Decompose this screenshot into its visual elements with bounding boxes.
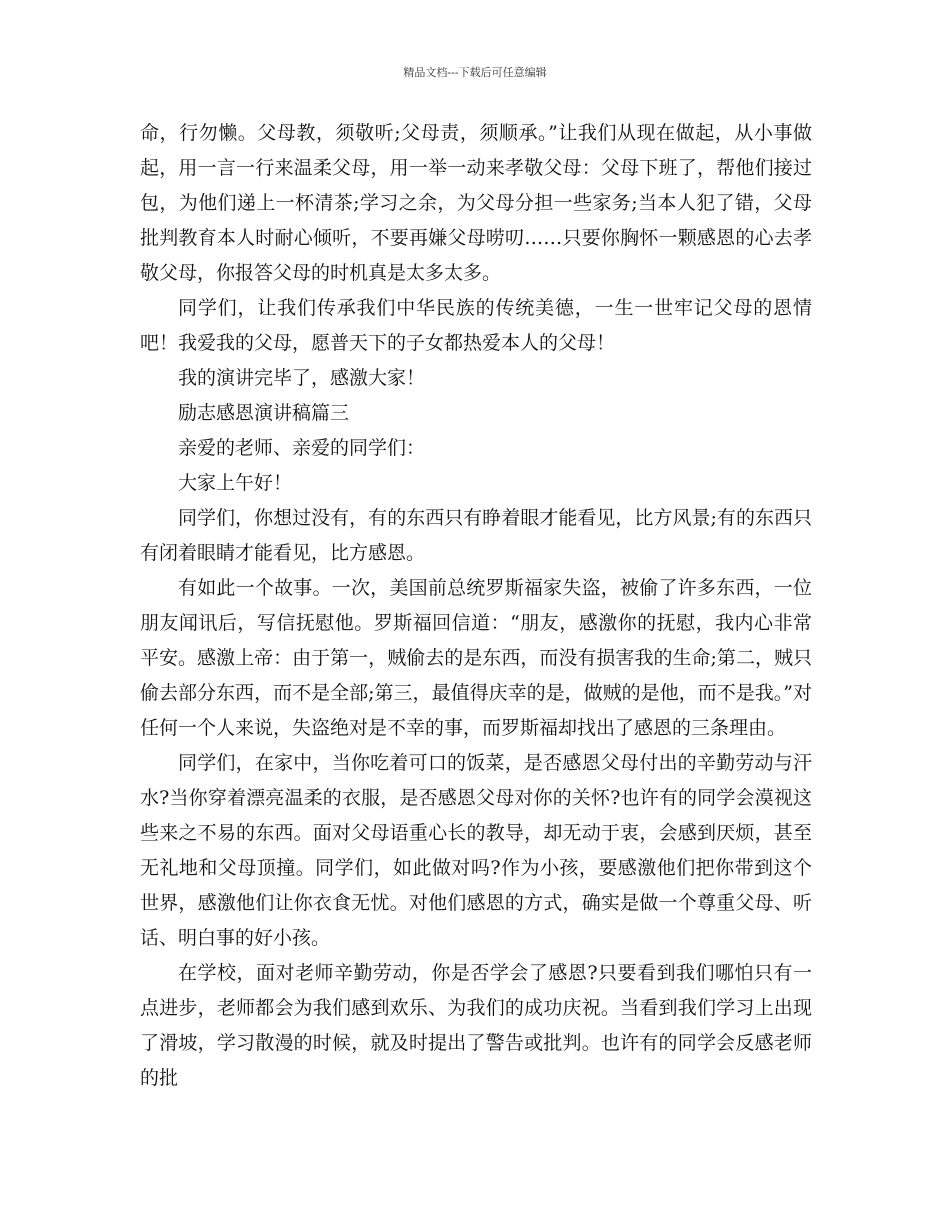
greeting: 大家上午好！ <box>178 472 293 494</box>
paragraph-3: 我的演讲完毕了，感激大家！ <box>178 367 426 389</box>
paragraph-2: 同学们，让我们传承我们中华民族的传统美德，一生一世牢记父母的恩情吧！我爱我的父母，愿普天下的子女都热爱本人的父母！ <box>140 297 812 354</box>
paragraph-1: 命，行勿懒。父母教，须敬听;父母责，须顺承。”让我们从现在做起，从小事做起，用一言一行来温柔父母，用一举一动来孝敬父母：父母下班了，帮他们接过包，为他们递上一杯清茶;学习之余，为父母分担一些家务;当本人犯了错，父母批判教育本人时耐心倾听，不要再嫌父母唠叨……只要你胸怀一颗感恩的心去孝敬父母，你报答父母的时机真是太多太多。 <box>140 122 812 284</box>
paragraph-10: 在学校，面对老师辛勤劳动，你是否学会了感恩?只要看到我们哪怕只有一点进步，老师都会为我们感到欢乐、为我们的成功庆祝。当看到我们学习上出现了滑坡，学习散漫的时候，就及时提出了警告或批判。也许有的同学会反感老师的批 <box>140 962 812 1089</box>
page-header: 精品文档---下载后可任意编辑 <box>403 66 547 79</box>
salutation: 亲爱的老师、亲爱的同学们： <box>178 437 426 459</box>
document-body <box>140 116 812 1096</box>
paragraph-8: 有如此一个故事。一次，美国前总统罗斯福家失盗，被偷了许多东西，一位朋友闻讯后，写信抚慰他。罗斯福回信道：“朋友，感激你的抚慰，我内心非常平安。感激上帝：由于第一，贼偷去的是东西，而没有损害我的生命;第二，贼只偷去部分东西，而不是全部;第三，最值得庆幸的是，做贼的是他，而不是我。”对任何一个人来说，失盗绝对是不幸的事，而罗斯福却找出了感恩的三条理由。 <box>140 577 812 739</box>
section-title: 励志感恩演讲稿篇三 <box>178 402 350 424</box>
paragraph-7: 同学们，你想过没有，有的东西只有睁着眼才能看见，比方风景;有的东西只有闭着眼睛才能看见，比方感恩。 <box>140 507 812 564</box>
paragraph-9: 同学们，在家中，当你吃着可口的饭菜，是否感恩父母付出的辛勤劳动与汗水?当你穿着漂亮温柔的衣服，是否感恩父母对你的关怀?也许有的同学会漠视这些来之不易的东西。面对父母语重心长的教导，却无动于衷，会感到厌烦，甚至无礼地和父母顶撞。同学们，如此做对吗?作为小孩，要感激他们把你带到这个世界，感激他们让你衣食无忧。对他们感恩的方式，确实是做一个尊重父母、听话、明白事的好小孩。 <box>140 752 812 949</box>
